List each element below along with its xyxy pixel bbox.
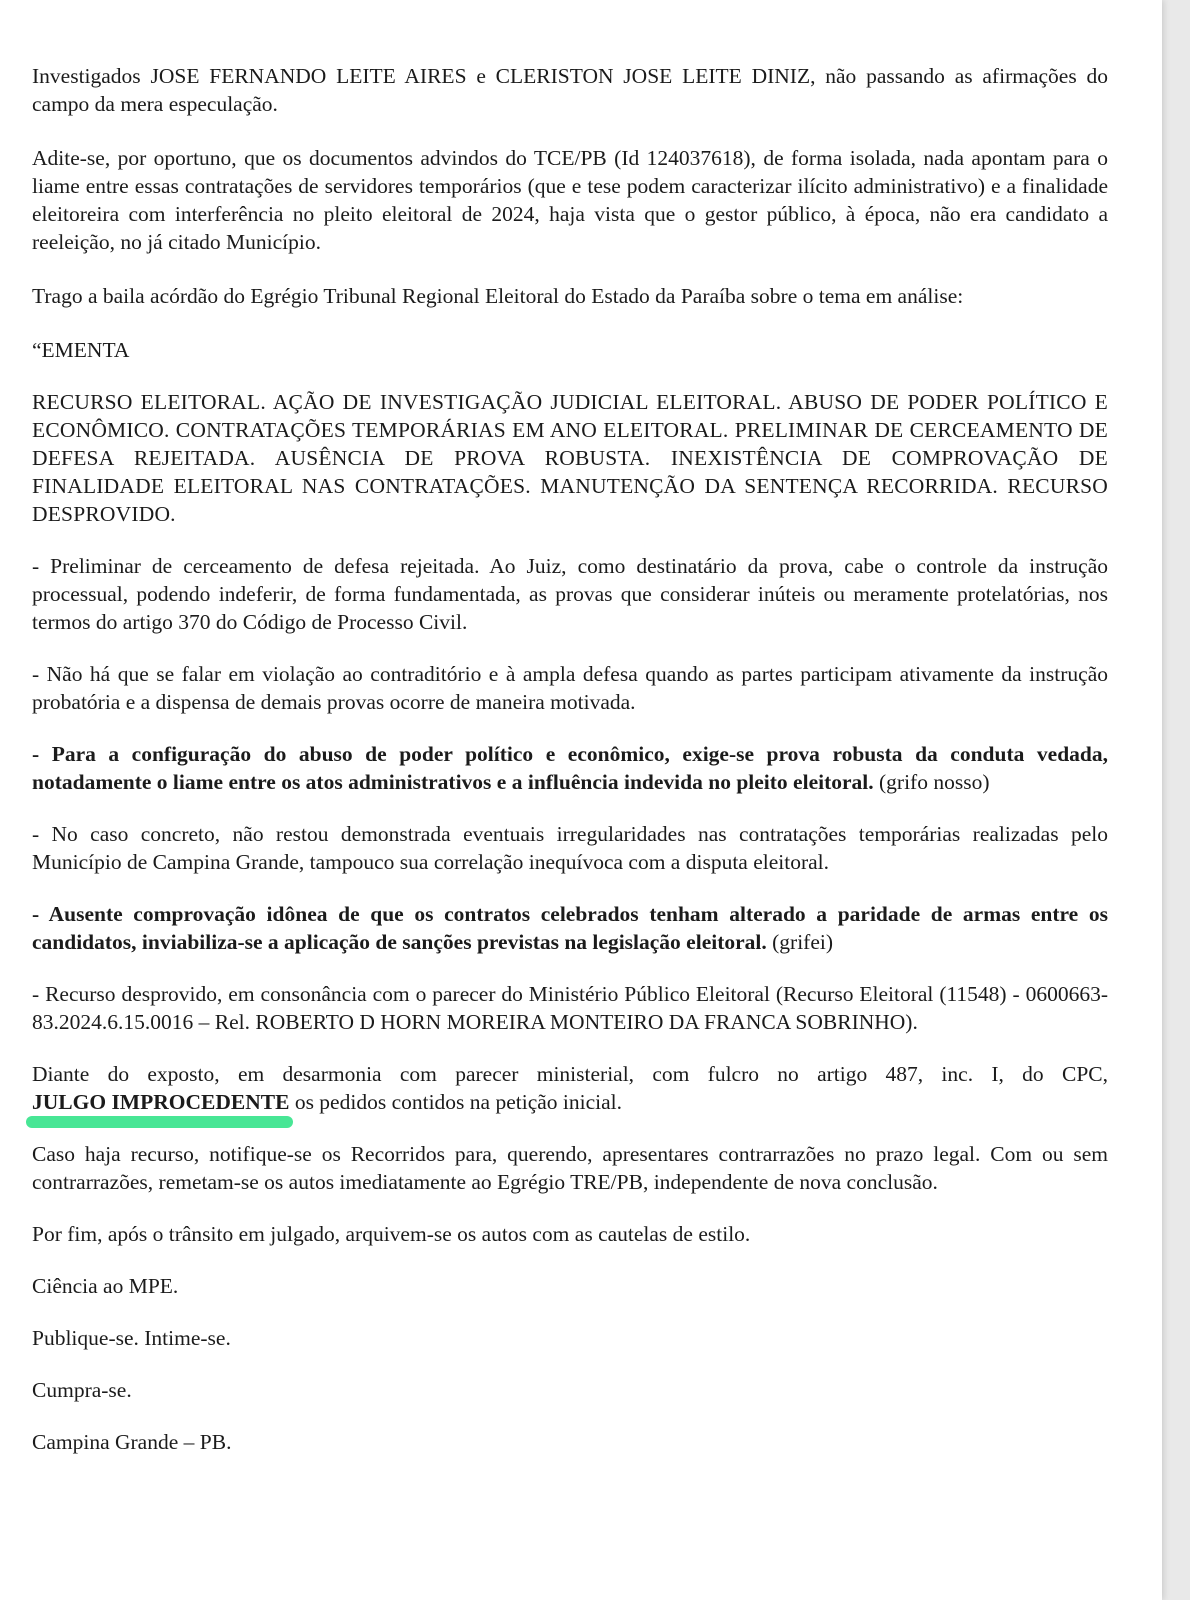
ementa-heading: “EMENTA (32, 338, 130, 362)
ementa-item-recurso-desprovido: - Recurso desprovido, em consonância com o parecer do Ministério Público Eleitoral (Recurso Eleitoral (11548) - 0600663-83.2024.6.15.0016 – Rel. ROBERTO D HORN MOREIRA MONTEIRO DA FRANCA SOBRINHO). (32, 982, 1108, 1034)
grifei-note: (grifei) (766, 930, 834, 954)
paragraph-ciencia: Ciência ao MPE. (32, 1274, 179, 1298)
paragraph-arquivamento: Por fim, após o trânsito em julgado, arquivem-se os autos com as cautelas de estilo. (32, 1222, 751, 1246)
paragraph-caso-haja-recurso: Caso haja recurso, notifique-se os Recorridos para, querendo, apresentares contrarrazões no prazo legal. Com ou sem contrarrazões, remetam-se os autos imediatamente ao Egrégio TRE/PB, independente de nova conclusão. (32, 1142, 1108, 1194)
decision-outro: os pedidos contidos na petição inicial. (289, 1090, 623, 1114)
paragraph-trago-a-baila: Trago a baila acórdão do Egrégio Tribunal Regional Eleitoral do Estado da Paraíba sobre o tema em análise: (32, 284, 964, 308)
julgo-improcedente-highlight (32, 1088, 289, 1116)
ementa-summary: RECURSO ELEITORAL. AÇÃO DE INVESTIGAÇÃO JUDICIAL ELEITORAL. ABUSO DE PODER POLÍTICO E ECONÔMICO. CONTRATAÇÕES TEMPORÁRIAS EM ANO ELEITORAL. PRELIMINAR DE CERCEAMENTO DE DEFESA REJEITADA. AUSÊNCIA DE PROVA ROBUSTA. INEXISTÊNCIA DE COMPROVAÇÃO DE FINALIDADE ELEITORAL NAS CONTRATAÇÕES. MANUTENÇÃO DA SENTENÇA RECORRIDA. RECURSO DESPROVIDO. (32, 390, 1108, 526)
paragraph-decision (32, 1060, 1108, 1116)
ementa-item-preliminar: - Preliminar de cerceamento de defesa rejeitada. Ao Juiz, como destinatário da prova, cabe o controle da instrução processual, podendo indeferir, de forma fundamentada, as provas que considerar inúteis ou meramente protelatórias, nos termos do artigo 370 do Código de Processo Civil. (32, 554, 1108, 634)
document-body (32, 62, 1108, 1456)
paragraph-cumpra-se: Cumpra-se. (32, 1378, 132, 1402)
paragraph-adite-se: Adite-se, por oportuno, que os documentos advindos do TCE/PB (Id 124037618), de forma isolada, nada apontam para o liame entre essas contratações de servidores temporários (que e tese podem caracterizar ilícito administrativo) e a finalidade eleitoreira com interferência no pleito eleitoral de 2024, haja vista que o gestor público, à época, não era candidato a reeleição, no já citado Município. (32, 146, 1108, 254)
paragraph-local: Campina Grande – PB. (32, 1430, 232, 1454)
highlighter-mark (26, 1116, 293, 1128)
ementa-item-paridade-de-armas (32, 900, 1108, 956)
paragraph-publique-se: Publique-se. Intime-se. (32, 1326, 231, 1350)
grifo-nosso-note: (grifo nosso) (873, 770, 990, 794)
ementa-item-abuso-de-poder-bold: - Para a configuração do abuso de poder político e econômico, exige-se prova robusta da conduta vedada, notadamente o liame entre os atos administrativos e a influência indevida no pleito eleitoral. (32, 742, 1108, 794)
ementa-item-caso-concreto: - No caso concreto, não restou demonstrada eventuais irregularidades nas contratações temporárias realizadas pelo Município de Campina Grande, tampouco sua correlação inequívoca com a disputa eleitoral. (32, 822, 1108, 874)
ementa-item-paridade-de-armas-bold: - Ausente comprovação idônea de que os contratos celebrados tenham alterado a paridade de armas entre os candidatos, inviabiliza-se a aplicação de sanções previstas na legislação eleitoral. (32, 902, 1108, 954)
ementa-item-contraditorio: - Não há que se falar em violação ao contraditório e à ampla defesa quando as partes participam ativamente da instrução probatória e a dispensa de demais provas ocorre de maneira motivada. (32, 662, 1108, 714)
decision-intro: Diante do exposto, em desarmonia com parecer ministerial, com fulcro no artigo 487, inc. I, do CPC, (32, 1062, 1108, 1086)
paragraph-investigados: Investigados JOSE FERNANDO LEITE AIRES e CLERISTON JOSE LEITE DINIZ, não passando as afirmações do campo da mera especulação. (32, 64, 1108, 116)
julgo-improcedente-text: JULGO IMPROCEDENTE (32, 1090, 290, 1114)
ementa-item-abuso-de-poder (32, 740, 1108, 796)
closing-block (32, 1220, 1108, 1456)
